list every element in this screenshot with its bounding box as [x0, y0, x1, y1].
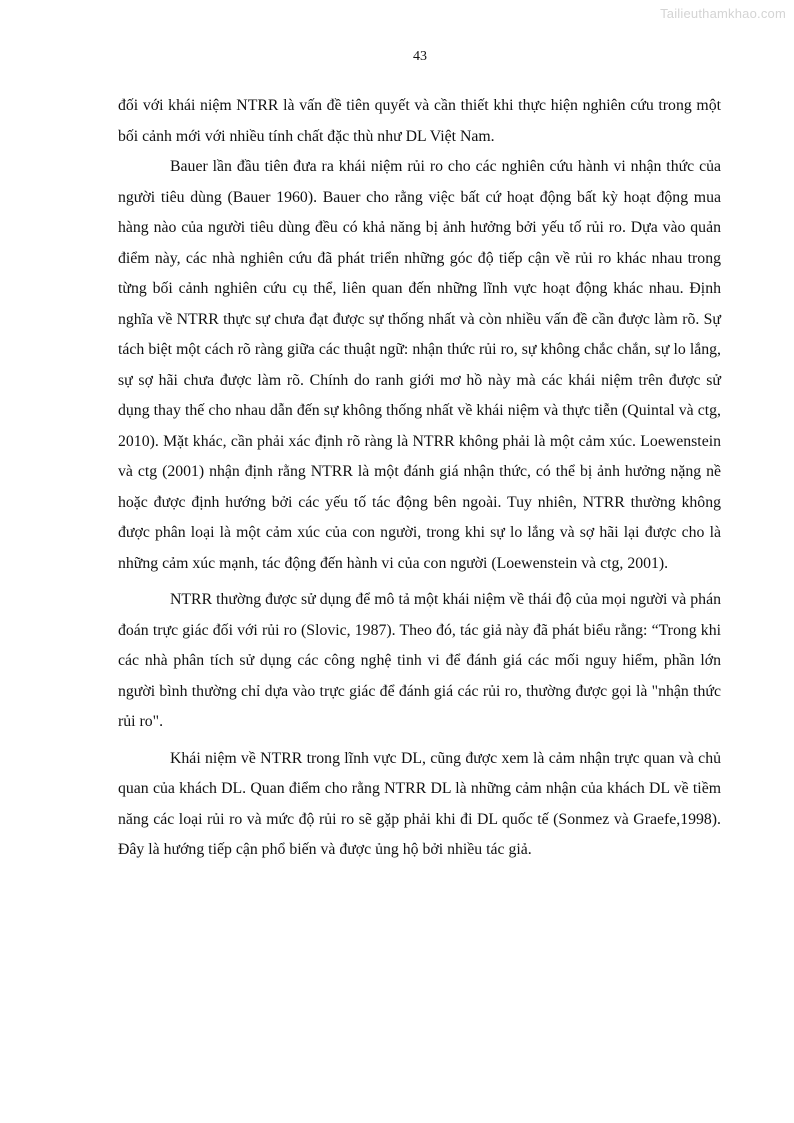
paragraph-1: đối với khái niệm NTRR là vấn đề tiên quyết và cần thiết khi thực hiện nghiên cứu trong một bối cảnh mới với nhiều tính chất đặc thù như DL Việt Nam. — [118, 97, 721, 145]
paragraph-2: Bauer lần đầu tiên đưa ra khái niệm rủi ro cho các nghiên cứu hành vi nhận thức của người tiêu dùng (Bauer 1960). Bauer cho rằng việc bất cứ hoạt động bất kỳ hoạt động mua hàng nào của người tiêu dùng đều có khả năng bị ảnh hưởng bởi yếu tố rủi ro. Dựa vào quản điểm này, các nhà nghiên cứu đã phát triển những góc độ tiếp cận về rủi ro khác nhau trong từng bối cảnh nghiên cứu cụ thể, liên quan đến những lĩnh vực hoạt động khác nhau. Định nghĩa về NTRR thực sự chưa đạt được sự thống nhất và còn nhiều vấn đề cần được làm rõ. Sự tách biệt một cách rõ ràng giữa các thuật ngữ: nhận thức rủi ro, sự không chắc chắn, sự lo lắng, sự sợ hãi chưa được làm rõ. Chính do ranh giới mơ hồ này mà các khái niệm trên được sử dụng thay thế cho nhau dẫn đến sự không thống nhất về khái niệm và thực tiễn (Quintal và ctg, 2010). Mặt khác, cần phải xác định rõ ràng là NTRR không phải là một cảm xúc. Loewenstein và ctg (2001) nhận định rằng NTRR là một đánh giá nhận thức, có thể bị ảnh hưởng nặng nề hoặc được định hướng bởi các yếu tố tác động bên ngoài. Tuy nhiên, NTRR thường không được phân loại là một cảm xúc của con người, trong khi sự lo lắng và sợ hãi lại được cho là những cảm xúc mạnh, tác động đến hành vi của con người (Loewenstein và ctg, 2001). — [118, 158, 721, 572]
body-text — [118, 91, 721, 866]
page-number: 43 — [413, 49, 427, 64]
paragraph-3: NTRR thường được sử dụng để mô tả một khái niệm về thái độ của mọi người và phán đoán trực giác đối với rủi ro (Slovic, 1987). Theo đó, tác giả này đã phát biểu rằng: “Trong khi các nhà phân tích sử dụng các công nghệ tinh vi để đánh giá các mối nguy hiểm, phần lớn người bình thường chỉ dựa vào trực giác để đánh giá các rủi ro, thường được gọi là "nhận thức rủi ro". — [118, 591, 721, 730]
watermark: Tailieuthamkhao.com — [660, 6, 786, 21]
paragraph-4: Khái niệm về NTRR trong lĩnh vực DL, cũng được xem là cảm nhận trực quan và chủ quan của khách DL. Quan điểm cho rằng NTRR DL là những cảm nhận của khách DL về tiềm năng các loại rủi ro và mức độ rủi ro sẽ gặp phải khi đi DL quốc tế (Sonmez và Graefe,1998). Đây là hướng tiếp cận phổ biến và được ủng hộ bởi nhiều tác giả. — [118, 749, 721, 858]
